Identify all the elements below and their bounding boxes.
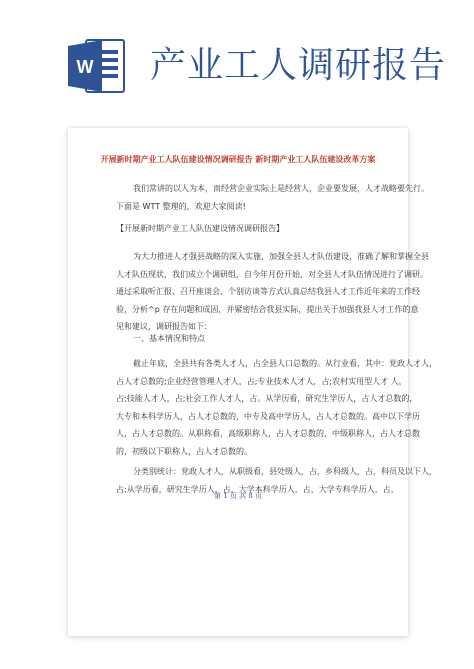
body-paragraph: [116, 355, 437, 460]
text-line: 人，占人才总数的。从职称看，高级职称人，占人才总数的，中级职称人，占人才总数: [116, 429, 420, 438]
page-number: 第 1 页 共 8 页: [213, 492, 263, 500]
text-line: 通过采取听汇报、召开座谈会、个别访谈等方式认真总结我县人才工作近年来的工作经: [116, 287, 420, 296]
text-line: 见和建议，调研报告如下：: [116, 322, 212, 331]
body-paragraph: [116, 248, 429, 336]
section-heading: [116, 330, 368, 348]
text-line: 分类别统计：党政人才人，从职级看，县处级人，占，乡科级人，占，科员及以下人，: [133, 467, 437, 476]
text-line: 的，初级以下职称人，占人才总数的。: [116, 446, 252, 456]
text-line: 一、基本情况和特点: [133, 334, 205, 343]
text-line: 下面是 WTT 整理的，欢迎大家阅读!: [116, 201, 246, 211]
text-line: 验，分析^p 存在问题和成因，并紧密结合我县实际，提出关于加强我县人才工作的意: [116, 304, 419, 314]
document-page: [68, 128, 437, 636]
banner: [0, 0, 474, 120]
text-line: 大专和本科学历人，占人才总数的，中专及高中学历人，占人才总数的。高中以下学历: [116, 411, 420, 421]
text-line: 人才队伍现状，我们成立个调研组，自今年月份开始，对全县人才队伍情况进行了调研。: [116, 269, 428, 279]
text-line: 截止年底，全县共有各类人才人，占全县人口总数的。从行业看，其中：党政人才人，: [133, 359, 437, 368]
text-line: 占;从学历看，研究生学历人，占，大学本科学历人，占，大学专科学历人，占，: [116, 484, 399, 494]
text-line: 占人才总数的;企业经营管理人才人，占;专业技术人才人，占;农村实用型人才 人，: [116, 376, 407, 386]
text-line: 为大力推进人才强县战略的深入实施，加强全县人才队伍建设，准确了解和掌握全县: [133, 252, 429, 261]
text-line: 占;技能人才人，占;社会工作人才人，占。从学历看，研究生学历人，占人才总数的，: [116, 394, 418, 403]
document-heading: 开展新时期产业工人队伍建设情况调研报告 新时期产业工人队伍建设改革方案: [100, 155, 376, 164]
report-title-paragraph: [116, 220, 368, 238]
word-document-icon: [64, 34, 128, 98]
intro-paragraph: [116, 180, 429, 215]
text-line: 我们常讲的以人为本，而经营企业实际上是经营人，企业要发展，人才战略要先行。: [133, 184, 429, 193]
banner-title: 产业工人调研报告: [150, 45, 447, 86]
text-line: 【开展新时期产业工人队伍建设情况调研报告】: [116, 224, 284, 233]
word-icon-letter: W: [76, 57, 94, 77]
